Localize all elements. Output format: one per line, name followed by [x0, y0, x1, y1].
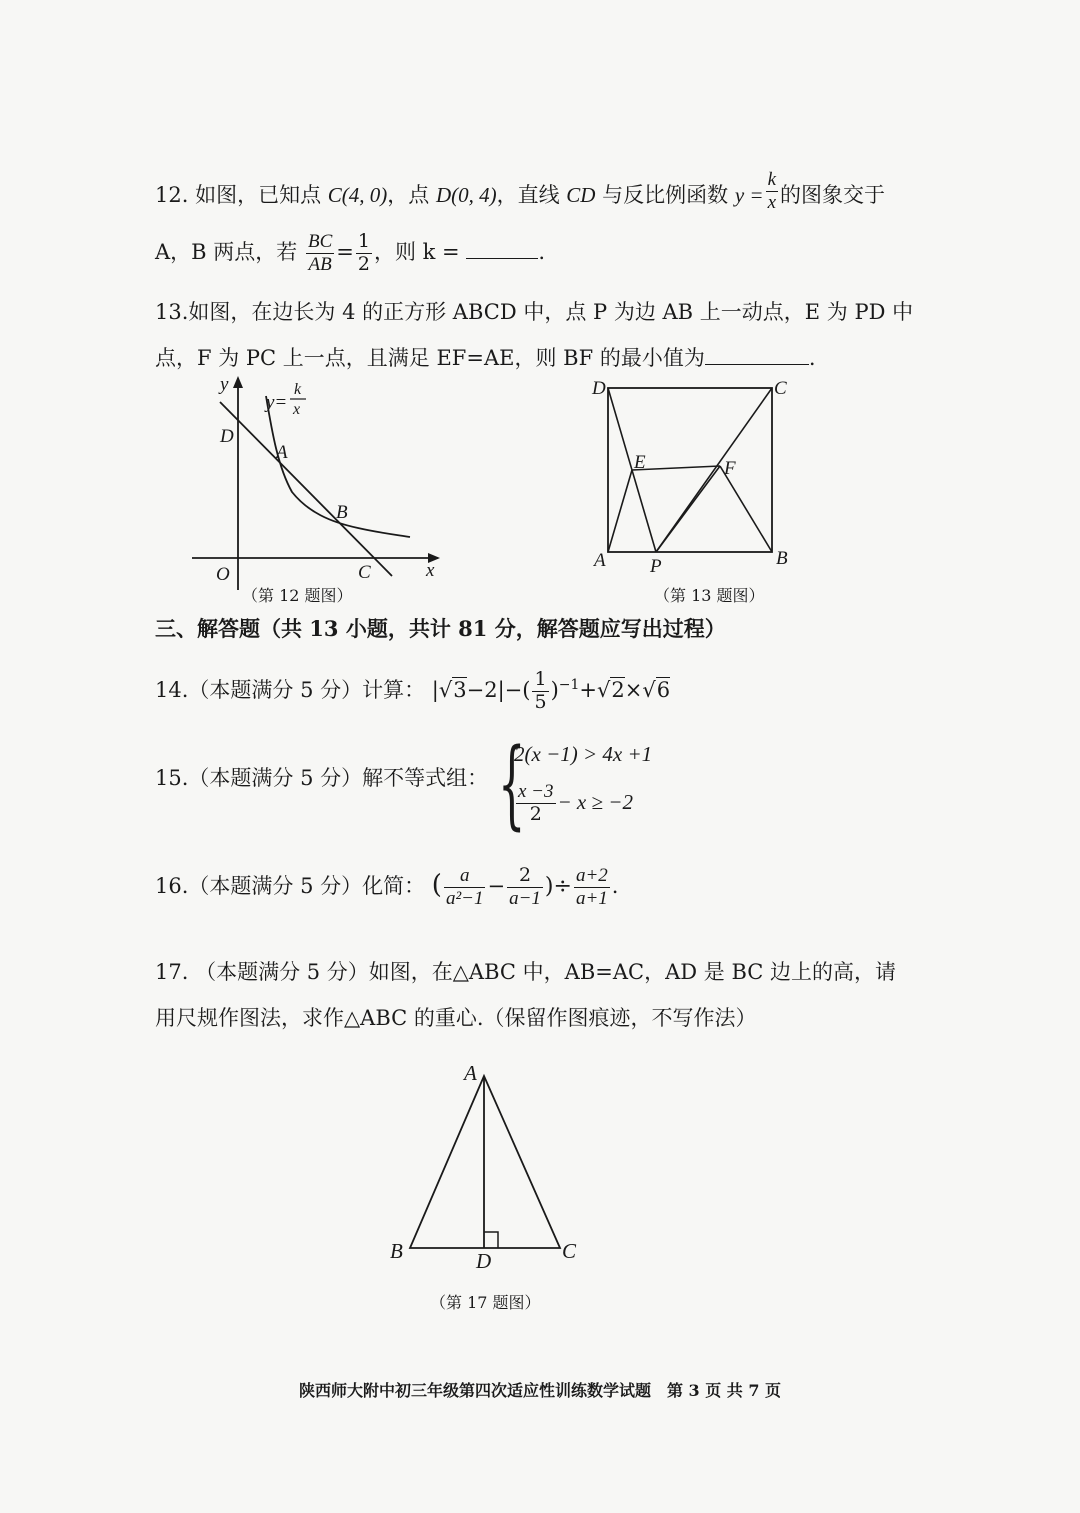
q12-func-y: y =: [734, 182, 764, 207]
q16-text: 16.（本题满分 5 分）化简：: [155, 873, 426, 898]
fig17-label-a: A: [464, 1061, 477, 1085]
q16-lparen: (: [431, 869, 442, 900]
q14-line: 14.（本题满分 5 分）计算： |√3−2|−( $\frac{1}{5}$ )$^{-1}$+√2×√6: [155, 668, 671, 713]
q15-row2-tail: − x ≥ −2: [557, 789, 633, 814]
q12-text: ，点: [387, 182, 430, 207]
q14-text: 14.（本题满分 5 分）计算：: [155, 677, 426, 702]
q12-answer-blank[interactable]: [466, 240, 538, 259]
q12-text: A，B 两点，若: [155, 239, 298, 264]
q14-abs: |: [431, 677, 439, 702]
fig12-caption: （第 12 题图）: [242, 586, 353, 605]
q14-sqrt3: 3: [453, 677, 467, 702]
q16-frac1-den: a²−1: [445, 887, 484, 909]
q16-frac3: [574, 866, 610, 909]
fig12-label-a: A: [276, 442, 288, 463]
q12-text: 12. 如图，已知点: [155, 182, 322, 207]
q16-line: [155, 866, 618, 909]
q16-frac2: [507, 866, 543, 909]
q16-frac3-den: a+1: [575, 887, 608, 909]
fig13-seg-fp: [656, 466, 720, 552]
fig12-label-y: y: [220, 374, 229, 395]
q12-half-den: 2: [357, 252, 370, 275]
fig13-diagram: [588, 374, 798, 574]
fig12-label-c: C: [358, 562, 371, 583]
q16-frac1-num: a: [444, 866, 486, 888]
q12-text: ，则 k =: [373, 239, 460, 264]
fig17-caption: （第 17 题图）: [430, 1293, 541, 1312]
q14-times: ×: [624, 677, 643, 702]
q15-row2: [514, 782, 633, 825]
fig13-label-p: P: [650, 556, 662, 574]
q15-line: 15.（本题满分 5 分）解不等式组：: [155, 766, 489, 790]
fig12-label-b: B: [336, 502, 348, 523]
fig12-line-cd: [220, 402, 392, 576]
q12-text: 的图象交于: [780, 182, 886, 207]
q14-expr: ): [550, 677, 559, 702]
fig17-diagram: [386, 1058, 596, 1278]
q14-sqrt2: 2: [611, 677, 625, 702]
q16-frac2-den: a−1: [509, 887, 541, 909]
q12-half-num: 1: [357, 230, 370, 252]
q14-frac-den: 5: [534, 690, 547, 713]
q15-system: [498, 728, 698, 840]
section-3-heading: 三、解答题（共 13 小题，共计 81 分，解答题应写出过程）: [155, 616, 726, 641]
fig12-y-arrow: [233, 376, 243, 388]
q13-line1: 13.如图，在边长为 4 的正方形 ABCD 中，点 P 为边 AB 上一动点，E 为 PD 中: [155, 300, 914, 324]
q16-frac1: [444, 866, 486, 909]
fig17-label-d: D: [476, 1249, 492, 1273]
q12-text: .: [538, 239, 545, 264]
q12-line2: [155, 232, 545, 275]
q14-exponent: −1: [558, 676, 580, 693]
fig12-func-y: y=: [266, 392, 288, 413]
q12-func-x: x: [767, 191, 777, 213]
fig17-label-b: B: [390, 1239, 403, 1263]
q16-frac2-num: 2: [507, 866, 543, 888]
fig17-triangle: [410, 1076, 560, 1248]
fig12-func-x: x: [293, 401, 301, 418]
fig17-right-angle-mark: [484, 1232, 498, 1248]
fig13-label-d: D: [592, 378, 606, 399]
q14-frac-num: 1: [534, 668, 547, 690]
q16-frac3-num: a+2: [575, 865, 608, 886]
q12-line-cd: CD: [566, 182, 596, 207]
q12-ratio-den: AB: [308, 253, 332, 275]
q12-func-frac: [766, 170, 778, 213]
q13-line2: [155, 346, 816, 369]
q15-row2-den: 2: [529, 802, 542, 825]
fig13-label-c: C: [774, 378, 787, 399]
q14-expr: −2|−(: [466, 677, 531, 702]
fig13-label-f: F: [724, 458, 736, 479]
q16-rparen-div: )÷: [544, 873, 572, 899]
q15-brace: {: [498, 728, 526, 840]
page-footer: 陕西师大附中初三年级第四次适应性训练数学试题 第 3 页 共 7 页: [298, 1381, 782, 1400]
q12-text: 与反比例函数: [602, 182, 729, 207]
q16-end: .: [611, 873, 619, 898]
q12-ratio-num: BC: [307, 231, 333, 252]
fig13-label-e: E: [634, 452, 646, 473]
q12-point-d: D(0, 4): [435, 182, 497, 207]
q13-text: 点，F 为 PC 上一点，且满足 EF=AE，则 BF 的最小值为: [155, 346, 705, 370]
fig13-caption: （第 13 题图）: [654, 586, 765, 605]
q12-ratio-frac: [306, 232, 334, 275]
q14-expr: +: [579, 677, 598, 702]
q17-line1: 17. （本题满分 5 分）如图，在△ABC 中，AB=AC，AD 是 BC 边上的高，请: [155, 960, 897, 984]
q14-sqrt6: 6: [656, 677, 671, 702]
q17-line2: 用尺规作图法，求作△ABC 的重心.（保留作图痕迹，不写作法）: [155, 1006, 757, 1030]
fig12-diagram: [180, 372, 460, 592]
q13-answer-blank[interactable]: [705, 346, 809, 365]
q14-frac: [532, 670, 548, 713]
q12-line1: [155, 169, 886, 213]
fig13-label-b: B: [776, 548, 788, 569]
q12-text: ，直线: [496, 182, 560, 207]
fig12-func-k: k: [294, 381, 302, 398]
q15-row2-num: x −3: [518, 781, 554, 802]
fig13-label-a: A: [594, 550, 606, 571]
fig12-label-d: D: [220, 426, 234, 447]
fig12-label-x: x: [426, 560, 435, 581]
q13-text: .: [808, 346, 816, 370]
q12-point-c: C(4, 0): [327, 182, 388, 207]
q12-func-k: k: [767, 169, 777, 190]
fig12-label-o: O: [216, 564, 230, 585]
q15-row1: 2(x −1) > 4x +1: [514, 742, 653, 766]
q12-eq: =: [336, 239, 354, 264]
q16-minus: −: [487, 873, 506, 898]
fig17-label-c: C: [562, 1239, 577, 1263]
fig13-seg-ae: [608, 470, 632, 552]
q15-row2-frac: [516, 782, 556, 825]
q12-half-frac: [356, 232, 372, 275]
